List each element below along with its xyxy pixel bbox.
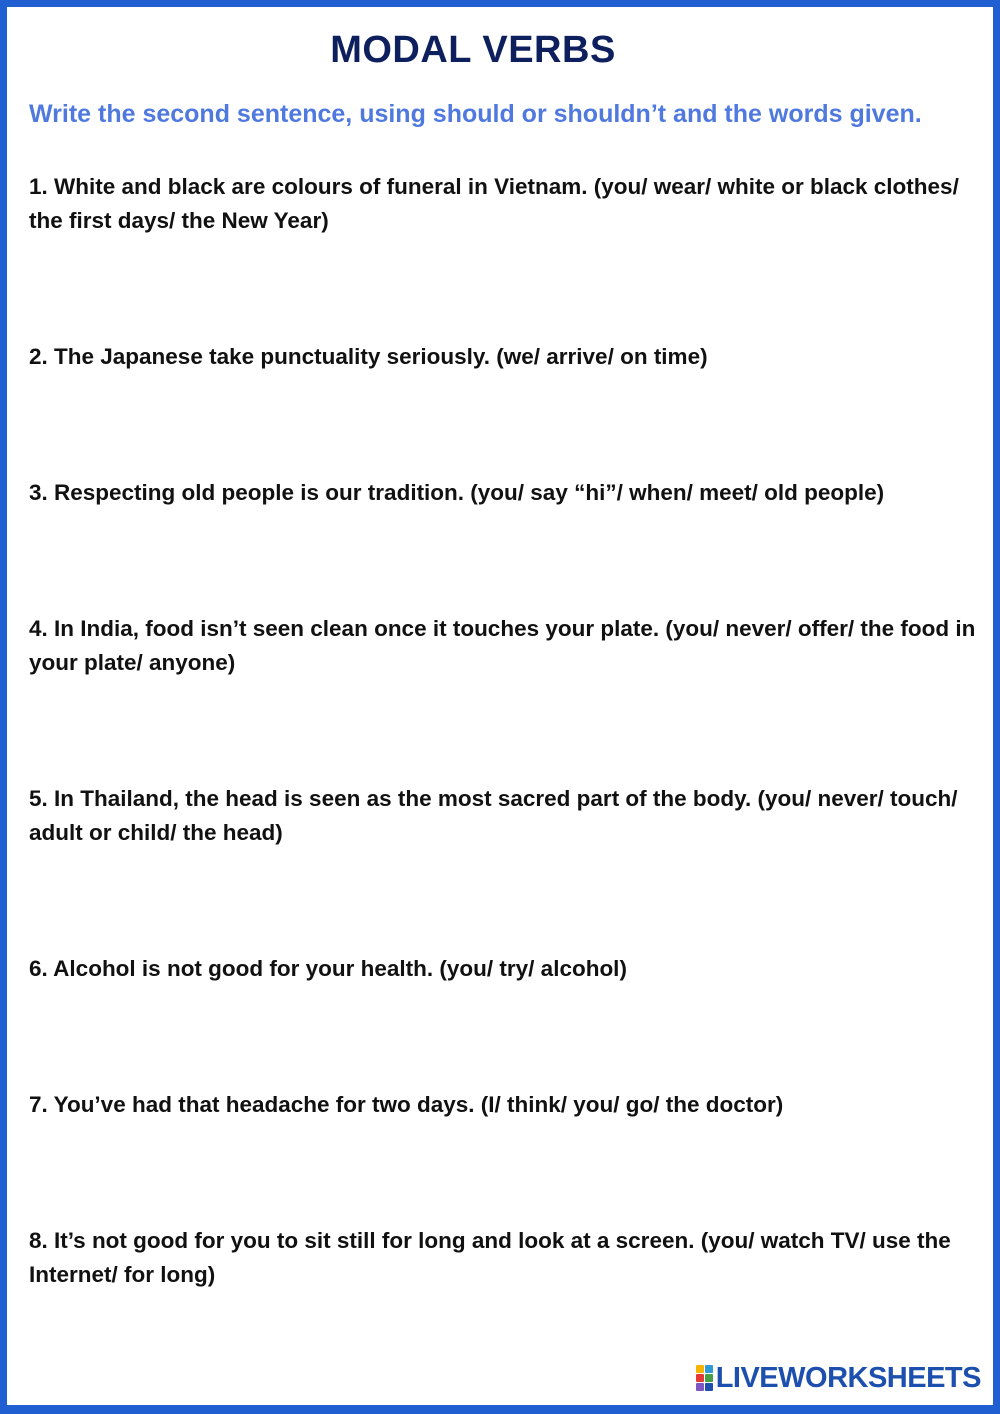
logo-tile	[696, 1374, 704, 1382]
question-3: 3. Respecting old people is our tradition. (you/ say “hi”/ when/ meet/ old people)	[29, 480, 885, 505]
liveworksheets-logo	[696, 1363, 981, 1393]
logo-text: LIVEWORKSHEETS	[715, 1361, 981, 1394]
question-4: 4. In India, food isn’t seen clean once it touches your plate. (you/ never/ offer/ the food in your plate/ anyone)	[29, 616, 976, 675]
page-title: MODAL VERBS	[330, 29, 616, 71]
logo-tile	[705, 1383, 713, 1391]
logo-mark-icon	[696, 1365, 713, 1391]
question-1: 1. White and black are colours of funeral in Vietnam. (you/ wear/ white or black clothes/ the first days/ the New Year)	[29, 174, 959, 233]
logo-tile	[696, 1365, 704, 1373]
question-8: 8. It’s not good for you to sit still for long and look at a screen. (you/ watch TV/ use the Internet/ for long)	[29, 1228, 951, 1287]
logo-tile	[705, 1365, 713, 1373]
question-5: 5. In Thailand, the head is seen as the most sacred part of the body. (you/ never/ touch/ adult or child/ the head)	[29, 786, 958, 845]
question-7: 7. You’ve had that headache for two days. (I/ think/ you/ go/ the doctor)	[29, 1092, 784, 1117]
logo-tile	[705, 1374, 713, 1382]
question-6: 6. Alcohol is not good for your health. (you/ try/ alcohol)	[29, 956, 627, 981]
question-2: 2. The Japanese take punctuality seriously. (we/ arrive/ on time)	[29, 344, 708, 369]
instruction-text: Write the second sentence, using should or shouldn’t and the words given.	[29, 100, 922, 128]
logo-tile	[696, 1383, 704, 1391]
